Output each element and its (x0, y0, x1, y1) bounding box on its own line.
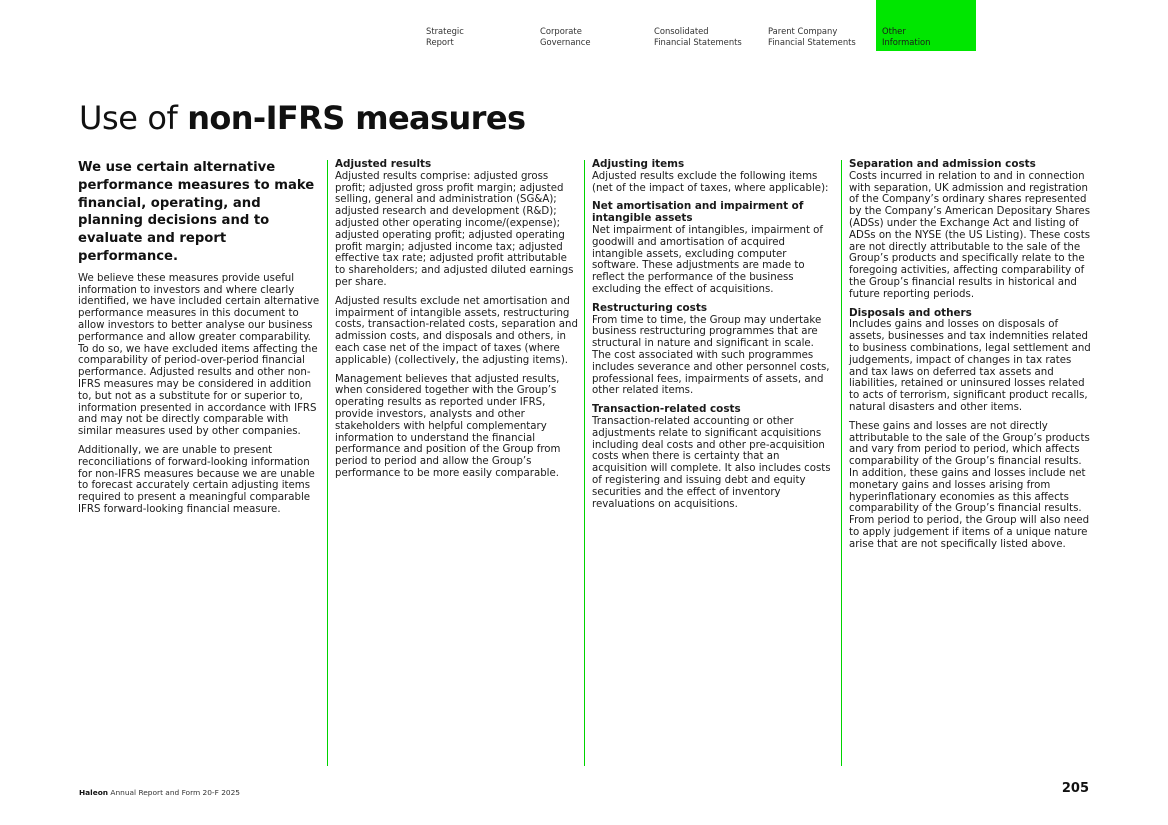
disposals-paragraph-2: These gains and losses are not directly attributable to the sale of the Group’s products and vary from period to period, which affects comparability of the Group’s financial results. In addition, these gains and losses include net monetary gains and losses arising from hyperinflationary economies as this affects comparability of the Group’s financial results. From period to period, the Group will also need to apply judgement if items of a unique nature arise that are not specifically listed above. (849, 420, 1090, 550)
restructuring-heading: Restructuring costs (592, 301, 708, 314)
adjusted-results-column (335, 159, 578, 487)
page-title-light: Use of (79, 99, 178, 137)
nav-tab-strategic-report[interactable]: Strategic Report (426, 26, 464, 47)
separation-heading: Separation and admission costs (849, 158, 1036, 170)
column-divider (841, 160, 842, 766)
page-title-bold: non-IFRS measures (187, 99, 526, 137)
intro-paragraph-1: We believe these measures provide useful information to investors and where clearly identified, we have included certain alternative performance measures in this document to allow investors to better analyse our business performance and allow greater comparability. To do so, we have excluded items affecting the comparability of period-over-period financial performance. Adjusted results and other non-IFRS measures may be considered in addition to, but not as a substitute for or superior to, information presented in accordance with IFRS and may not be directly comparable with similar measures used by other companies. (78, 272, 320, 438)
adjusted-results-paragraph-1: Adjusted results comprise: adjusted gross profit; adjusted gross profit margin; adjusted selling, general and administration (SG&A); adjusted research and development (R&D); adjusted other operating income/(expense); adjusted operating profit; adjusted operating profit margin; adjusted income tax; adjusted effective tax rate; adjusted profit attributable to shareholders; and adjusted diluted earnings per share. (335, 170, 574, 288)
nav-tab-other-information[interactable]: Other Information (876, 0, 976, 51)
nav-tab-consolidated-financial-statements[interactable]: Consolidated Financial Statements (654, 26, 742, 47)
transaction-heading: Transaction-related costs (592, 403, 741, 416)
separation-column (849, 159, 1092, 558)
footer (79, 788, 240, 797)
amortisation-paragraph: Net impairment of intangibles, impairment of goodwill and amortisation of acquired intangible assets, excluding computer software. These adjustments are made to reflect the performance of the business excluding the effect of acquisitions. (592, 224, 823, 295)
amortisation-heading: Net amortisation and impairment of intangible assets (592, 200, 804, 225)
page-title (79, 98, 525, 138)
restructuring-paragraph: From time to time, the Group may undertake business restructuring programmes that are structural in nature and significant in scale. The cost associated with such programmes includes severance and other personnel costs, professional fees, impairments of assets, and other related items. (592, 314, 830, 397)
intro-lead: We use certain alternative performance measures to make financial, operating, and planning decisions and to evaluate and report performance. (78, 160, 315, 264)
adjusted-results-heading: Adjusted results (335, 158, 432, 170)
adjusted-results-paragraph-3: Management believes that adjusted results, when considered together with the Group’s operating results as reported under IFRS, provide investors, analysts and other stakeholders with helpful complementary information to understand the financial performance and position of the Group from period to period and allow the Group’s performance to be more easily comparable. (335, 373, 561, 479)
page-number: 205 (1061, 781, 1089, 796)
column-divider (327, 160, 328, 766)
adjusting-items-heading: Adjusting items (592, 158, 685, 170)
separation-paragraph: Costs incurred in relation to and in connection with separation, UK admission and registration of the Company’s ordinary shares represented by the Company’s American Depositary Shares (ADSs) under the Exchange Act and listing of ADSs on the NYSE (the US Listing). These costs are not directly attributable to the sale of the Group’s products and specifically relate to the foregoing activities, affecting comparability of the Group’s financial results in historical and future reporting periods. (849, 170, 1091, 300)
nav-tab-parent-company-financial-statements[interactable]: Parent Company Financial Statements (768, 26, 856, 47)
nav-tab-corporate-governance[interactable]: Corporate Governance (540, 26, 591, 47)
adjusting-items-paragraph: Adjusted results exclude the following items (net of the impact of taxes, where applicable): (592, 170, 829, 194)
column-divider (584, 160, 585, 766)
footer-brand: Haleon (79, 788, 109, 797)
adjusting-items-column (592, 159, 835, 517)
transaction-paragraph: Transaction-related accounting or other adjustments relate to significant acquisitions including deal costs and other pre-acquisition costs when there is certainty that an acquisition will complete. It also includes costs of registering and issuing debt and equity securities and the effect of inventory revaluations on acquisitions. (592, 415, 831, 510)
intro-column (78, 159, 320, 523)
intro-paragraph-2: Additionally, we are unable to present reconciliations of forward-looking information for non-IFRS measures because we are unable to forecast accurately certain adjusting items required to present a meaningful comparable IFRS forward-looking financial measure. (78, 444, 315, 515)
adjusted-results-paragraph-2: Adjusted results exclude net amortisation and impairment of intangible assets, restructuring costs, transaction-related costs, separation and admission costs, and disposals and others, in each case net of the impact of taxes (where applicable) (collectively, the adjusting items). (335, 295, 578, 366)
footer-text: Annual Report and Form 20-F 2025 (110, 788, 241, 797)
disposals-heading: Disposals and others (849, 306, 972, 319)
disposals-paragraph-1: Includes gains and losses on disposals of assets, businesses and tax indemnities related to business combinations, legal settlement and judgements, impact of changes in tax rates and tax laws on deferred tax assets and liabilities, retained or uninsured losses related to acts of terrorism, significant product recalls, natural disasters and other items. (849, 319, 1091, 413)
